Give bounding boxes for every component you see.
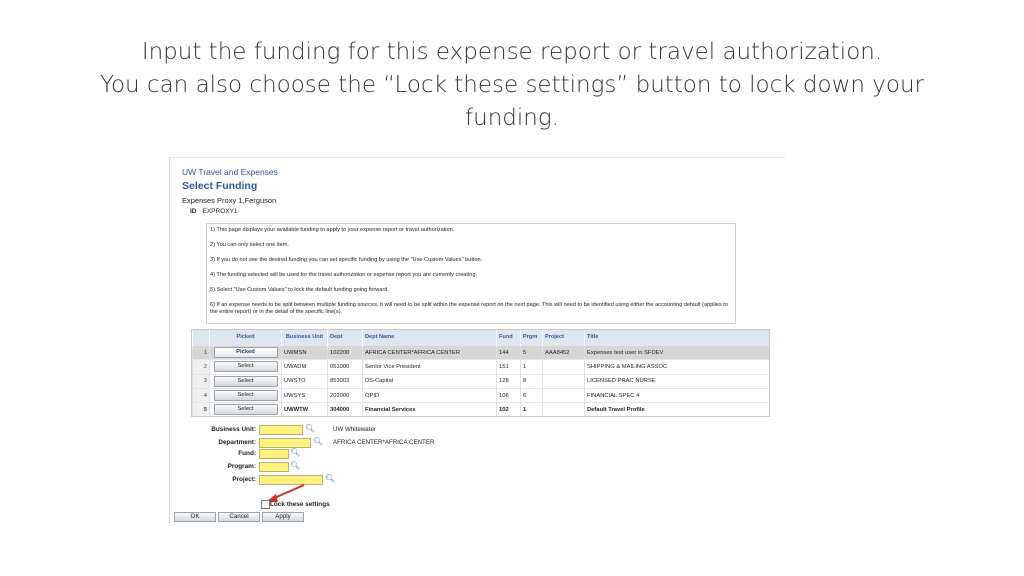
program-label: Program: [227,463,256,470]
row-number: 1 [193,346,210,360]
cell-project: AAA8452 [543,346,585,360]
program-row [170,462,310,472]
cell-title: FINANCIAL SPEC 4 [585,388,770,402]
instruction-item: 6) If an expense needs to be split between multiple funding sources, it will need to be split within the expense report on the next page. This will need to be identified using either the accounting default (applies to the entire report) or in the detail of the specific line(s). [210,302,728,315]
cell-business-unit: UWADM [282,360,328,374]
business-unit-row [170,425,470,435]
cell-dept-name: Senior Vice President [363,360,497,374]
cell-project [543,374,585,388]
cell-dept-name: OPID [363,388,497,402]
col-header-title[interactable]: Title [585,330,770,346]
cell-fund: 151 [497,360,521,374]
business-unit-description: UW Whitewater [333,426,376,433]
cell-title: Default Travel Profile [585,403,770,417]
cell-fund: 106 [497,388,521,402]
cell-prgm: 1 [521,403,543,417]
select-button[interactable]: Select [214,376,278,387]
col-header-row-number [193,330,210,346]
cell-dept: 051000 [328,360,363,374]
cell-dept: 853003 [328,374,363,388]
select-button[interactable]: Select [214,361,278,372]
table-row [193,374,770,388]
cell-project [543,388,585,402]
fund-lookup-icon[interactable]: 🔍︎ [290,448,301,457]
lock-settings-checkbox[interactable] [261,500,270,509]
screenshot-frame [169,157,785,523]
instruction-item: 2) You can only select one item. [210,242,289,248]
instruction-item: 1) This page displays your available funding to apply to your expense report or travel authorization. [210,227,455,233]
table-row [193,360,770,374]
cell-title: LICENSED PRAC NURSE [585,374,770,388]
page-heading: Select Funding [182,180,258,192]
col-header-picked[interactable]: Picked [210,330,282,346]
cell-business-unit: UWMSN [282,346,328,360]
cell-prgm: 6 [521,388,543,402]
program-lookup-icon[interactable]: 🔍︎ [290,461,301,470]
col-header-project[interactable]: Project [543,330,585,346]
slide-title-line-1: Input the funding for this expense report or travel authorization. [141,39,883,65]
slide-title [40,36,984,135]
apply-button[interactable]: Apply [262,512,304,522]
id-line [190,208,238,215]
cell-business-unit: UWSTO [282,374,328,388]
table-row [193,346,770,360]
col-header-dept-name[interactable]: Dept Name [363,330,497,346]
fund-input[interactable] [259,449,289,459]
slide-title-line-2: You can also choose the “Lock these settings” button to lock down your [99,72,924,98]
cell-dept: 304000 [328,403,363,417]
cancel-button[interactable]: Cancel [218,512,260,522]
col-header-fund[interactable]: Fund [497,330,521,346]
department-lookup-icon[interactable]: 🔍︎ [313,437,324,446]
cell-fund: 128 [497,374,521,388]
grid-header-row [193,330,770,346]
department-input[interactable] [259,438,311,448]
cell-business-unit: UWWTW [282,403,328,417]
cell-prgm: 5 [521,346,543,360]
department-description: AFRICA CENTER*AFRICA CENTER [333,439,435,446]
department-label: Department: [218,439,256,446]
col-header-dept[interactable]: Dept [328,330,363,346]
cell-fund: 144 [497,346,521,360]
ok-button[interactable]: OK [174,512,216,522]
row-number: 4 [193,388,210,402]
fund-row [170,449,310,459]
cell-title: Expenses test user in SFDEV [585,346,770,360]
proxy-name: Expenses Proxy 1,Ferguson [182,196,277,205]
cell-prgm: 8 [521,374,543,388]
id-value: EXPROXY1 [202,208,238,215]
cell-dept: 102200 [328,346,363,360]
picked-button[interactable]: Picked [214,347,278,358]
id-label: ID [190,208,197,215]
table-row [193,388,770,402]
instructions-box [206,223,736,324]
business-unit-lookup-icon[interactable]: 🔍︎ [305,424,316,433]
program-input[interactable] [259,462,289,472]
department-row [170,438,490,448]
row-number: 2 [193,360,210,374]
col-header-prgm[interactable]: Prgm [521,330,543,346]
lock-settings-label: Lock these settings [270,501,330,508]
slide-title-line-3: funding. [465,105,559,131]
cell-project [543,403,585,417]
app-title: UW Travel and Expenses [182,167,278,177]
col-header-business-unit[interactable]: Business Unit [282,330,328,346]
table-row [193,403,770,417]
select-button[interactable]: Select [214,404,278,415]
instruction-item: 4) The funding selected will be used for the travel authorization or expense report you are currently creating. [210,272,477,278]
cell-fund: 102 [497,403,521,417]
cell-dept-name: AFRICA CENTER*AFRICA CENTER [363,346,497,360]
top-divider [170,157,785,158]
cell-business-unit: UWSYS [282,388,328,402]
business-unit-label: Business Unit: [211,426,256,433]
fund-label: Fund: [238,450,256,457]
project-label: Project: [232,476,256,483]
instruction-item: 3) If you do not see the desired funding you can set specific funding by using the "Use Custom Values" button. [210,257,483,263]
cell-dept-name: Financial Services [363,403,497,417]
instruction-item: 5) Select "Use Custom Values" to lock the default funding going forward. [210,287,389,293]
project-lookup-icon[interactable]: 🔍︎ [325,474,336,483]
funding-grid [191,329,770,417]
select-button[interactable]: Select [214,390,278,401]
cell-dept: 202000 [328,388,363,402]
cell-project [543,360,585,374]
cell-dept-name: DS-Capital [363,374,497,388]
cell-prgm: 1 [521,360,543,374]
cell-title: SHIPPING & MAILING ASSOC [585,360,770,374]
row-number: 5 [193,403,210,417]
business-unit-input[interactable] [259,425,303,435]
row-number: 3 [193,374,210,388]
project-row [170,475,340,485]
